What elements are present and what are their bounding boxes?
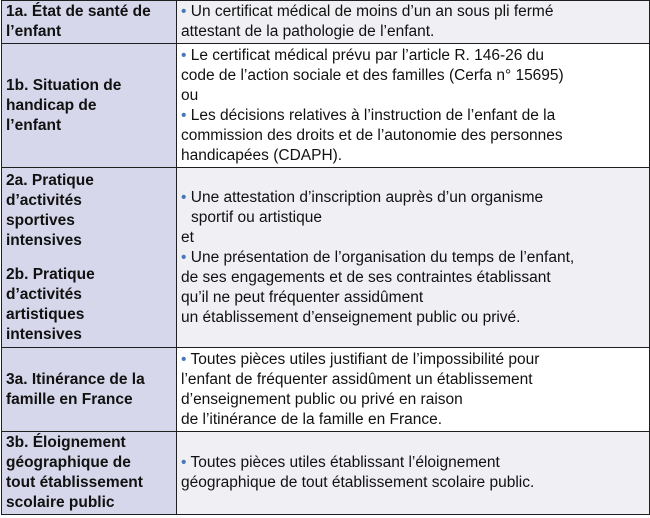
row-label-1a: 1a. État de santé de l’enfant	[2, 1, 177, 44]
row-label-3a: 3a. Itinérance de la famille en France	[2, 348, 177, 432]
row-label-3b: 3b. Éloignement géographique de tout établissement scolaire public	[2, 432, 177, 515]
table-row-3b	[2, 432, 650, 515]
bullet-icon: •	[181, 454, 187, 471]
bullet-icon: •	[181, 106, 187, 124]
row-label-1b: 1b. Situation de handicap de l’enfant	[2, 44, 177, 168]
row-content-3a: • Toutes pièces utiles justifiant de l’impossibilité pour l’enfant de fréquenter assidûment un établissement d’enseignement public ou privé en raison de l’itinérance de la famille en France.	[177, 348, 650, 432]
table-row-2	[2, 168, 650, 348]
row-content-1b: • Le certificat médical prévu par l’article R. 146-26 du code de l’action sociale et des familles (Cerfa n° 15695) ou • Les décisions relatives à l’instruction de l’enfant de la commission des droits et de l’autonomie des personnes handicapées (CDAPH).	[177, 44, 650, 168]
document-table	[1, 0, 650, 515]
row-content-3b: • Toutes pièces utiles établissant l’éloignement géographique de tout établissement scolaire public.	[177, 432, 650, 515]
row-label-2: 2a. Pratique d’activités sportives intensives 2b. Pratique d’activités artistiques intensives	[2, 168, 177, 348]
row-content-1a: • Un certificat médical de moins d’un an sous pli fermé attestant de la pathologie de l’enfant.	[177, 1, 650, 44]
bullet-icon: •	[181, 188, 187, 206]
bullet-icon: •	[181, 350, 187, 368]
bullet-icon: •	[181, 46, 187, 64]
bullet-icon: •	[181, 3, 187, 20]
bullet-icon: •	[181, 248, 187, 266]
row-content-2: • Une attestation d’inscription auprès d’un organisme sportif ou artistique et • Une présentation de l’organisation du temps de l’enfant, de ses engagements et de ses contraintes établissant qu’il ne peut fréquenter assidûment un établissement d’enseignement public ou privé.	[177, 168, 650, 348]
table-row-1b	[2, 44, 650, 168]
table-row-3a	[2, 348, 650, 432]
table-row-1a	[2, 1, 650, 44]
